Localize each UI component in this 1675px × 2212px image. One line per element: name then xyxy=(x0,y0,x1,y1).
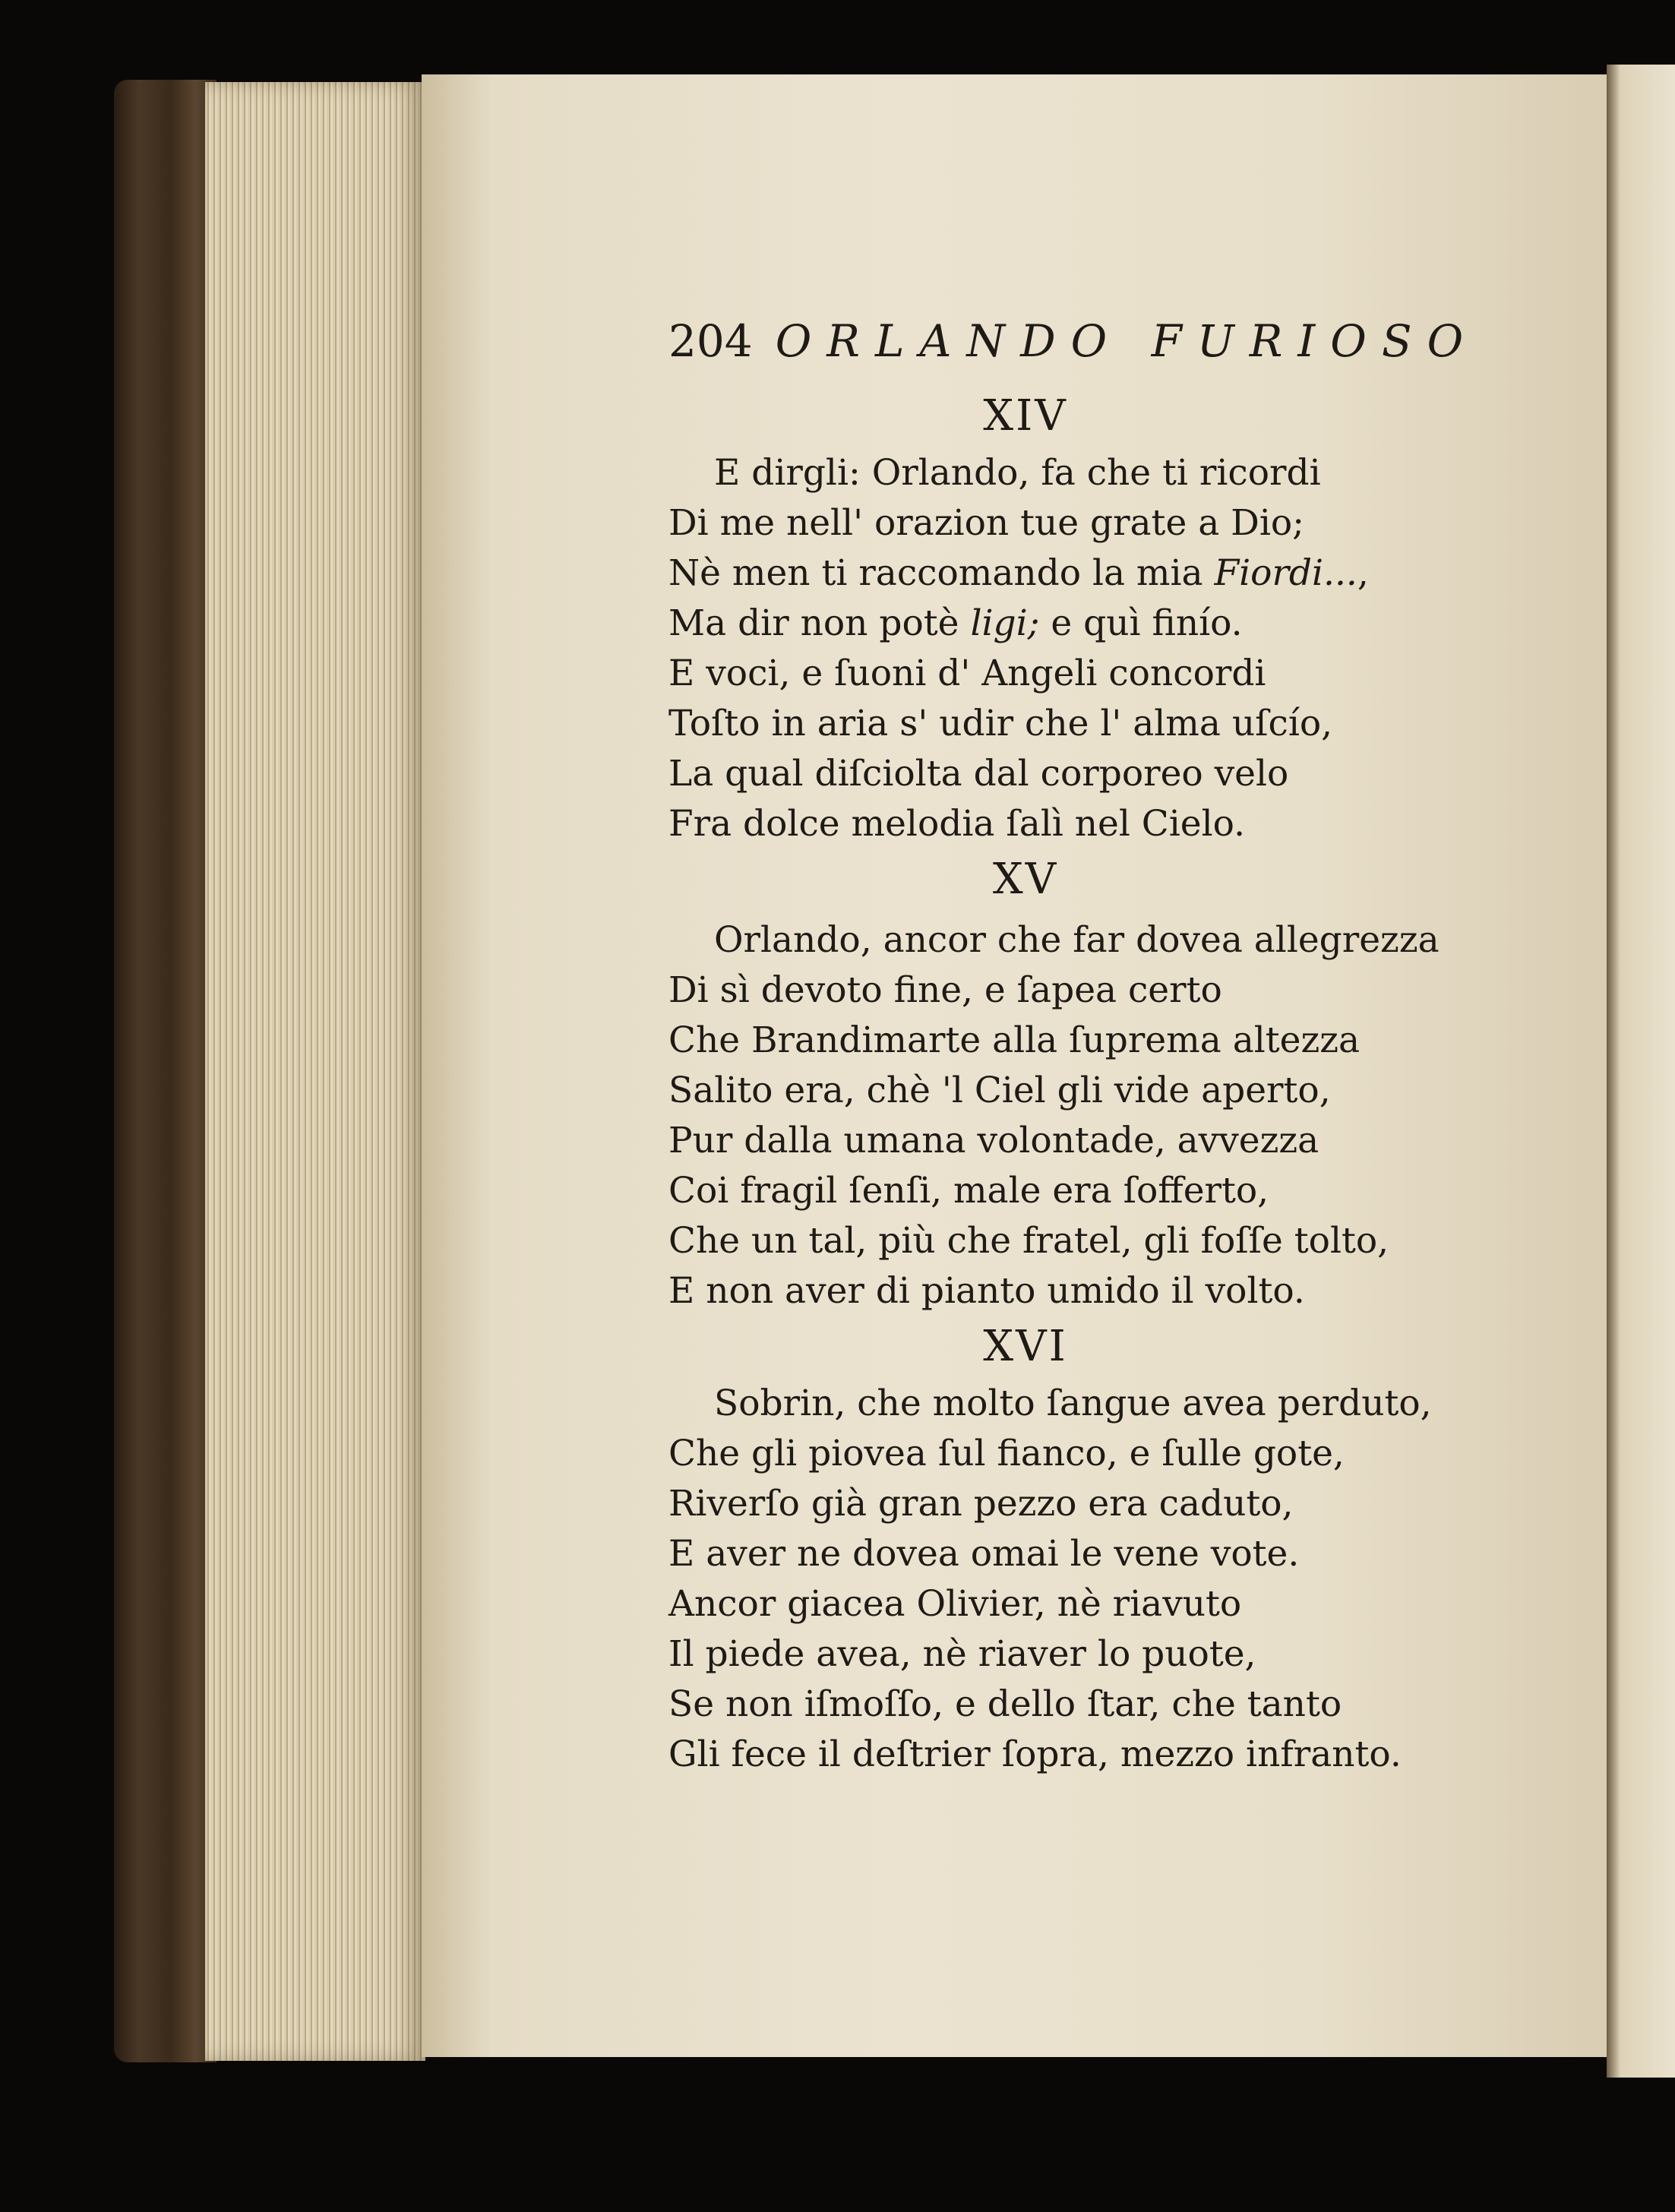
verse-line xyxy=(668,599,1527,649)
verse-line: Ancor giacea Olivier, nè riavuto xyxy=(668,1583,1242,1625)
verse-line: La qual diſciolta dal corporeo velo xyxy=(668,753,1289,795)
verse-line: Toſto in aria s' udir che l' alma uſcío, xyxy=(668,703,1333,744)
stanza-number: XIV xyxy=(983,391,1068,441)
verse-line: Pur dalla umana volontade, avvezza xyxy=(668,1120,1319,1161)
verse-line: Fra dolce melodia ſalì nel Cielo. xyxy=(668,803,1246,845)
verse-line: Che gli piovea ſul fianco, e ſulle gote, xyxy=(668,1433,1345,1474)
page-edges xyxy=(205,82,425,2061)
italic-name: ligi; xyxy=(970,602,1040,644)
book-title: ORLANDO FURIOSO xyxy=(775,315,1479,367)
verse-line: Gli fece il deſtrier ſopra, mezzo infranto. xyxy=(668,1733,1402,1775)
verse-line: Orlando, ancor che far dovea allegrezza xyxy=(714,919,1440,961)
verse-line-tail: e quì finío. xyxy=(1051,602,1243,644)
stanza xyxy=(668,1379,1527,1780)
verse-line: Riverſo già gran pezzo era caduto, xyxy=(668,1483,1294,1525)
verse-line: E dirgli: Orlando, fa che ti ricordi xyxy=(714,452,1321,494)
running-head xyxy=(668,315,1479,367)
verse-line xyxy=(668,548,1527,599)
book-binding xyxy=(114,80,216,2062)
verse-line: Che Brandimarte alla ſuprema altezza xyxy=(668,1019,1361,1061)
verse-line-text: Ma dir non potè xyxy=(668,602,959,644)
verse-line: E voci, e ſuoni d' Angeli concordi xyxy=(668,653,1266,694)
verse-line-text: Nè men ti raccomando la mia xyxy=(668,552,1203,594)
stanza-number: XVI xyxy=(983,1322,1068,1371)
page-number: 204 xyxy=(668,315,753,367)
verse-line: Se non iſmoſſo, e dello ſtar, che tanto xyxy=(668,1683,1342,1725)
verse-line: Coi fragil ſenſi, male era ſofferto, xyxy=(668,1170,1269,1212)
stanza xyxy=(668,915,1527,1316)
stanza xyxy=(668,448,1527,849)
verse-line: Di sì devoto fine, e ſapea certo xyxy=(668,969,1222,1011)
italic-name: Fiordi... xyxy=(1214,552,1357,594)
verse-line: Sobrin, che molto ſangue avea perduto, xyxy=(714,1382,1432,1424)
stanza-number: XV xyxy=(992,855,1059,904)
verse-line: Il piede avea, nè riaver lo puote, xyxy=(668,1633,1256,1675)
facing-page-edge xyxy=(1607,65,1675,2078)
verse-line-punct: , xyxy=(1357,552,1369,594)
verse-line: E non aver di pianto umido il volto. xyxy=(668,1270,1305,1312)
verse-line: Salito era, chè 'l Ciel gli vide aperto, xyxy=(668,1070,1331,1111)
verse-line: Che un tal, più che fratel, gli foſſe tolto, xyxy=(668,1220,1389,1262)
verse-line: E aver ne dovea omai le vene vote. xyxy=(668,1533,1300,1575)
verse-line: Di me nell' orazion tue grate a Dio; xyxy=(668,502,1305,544)
